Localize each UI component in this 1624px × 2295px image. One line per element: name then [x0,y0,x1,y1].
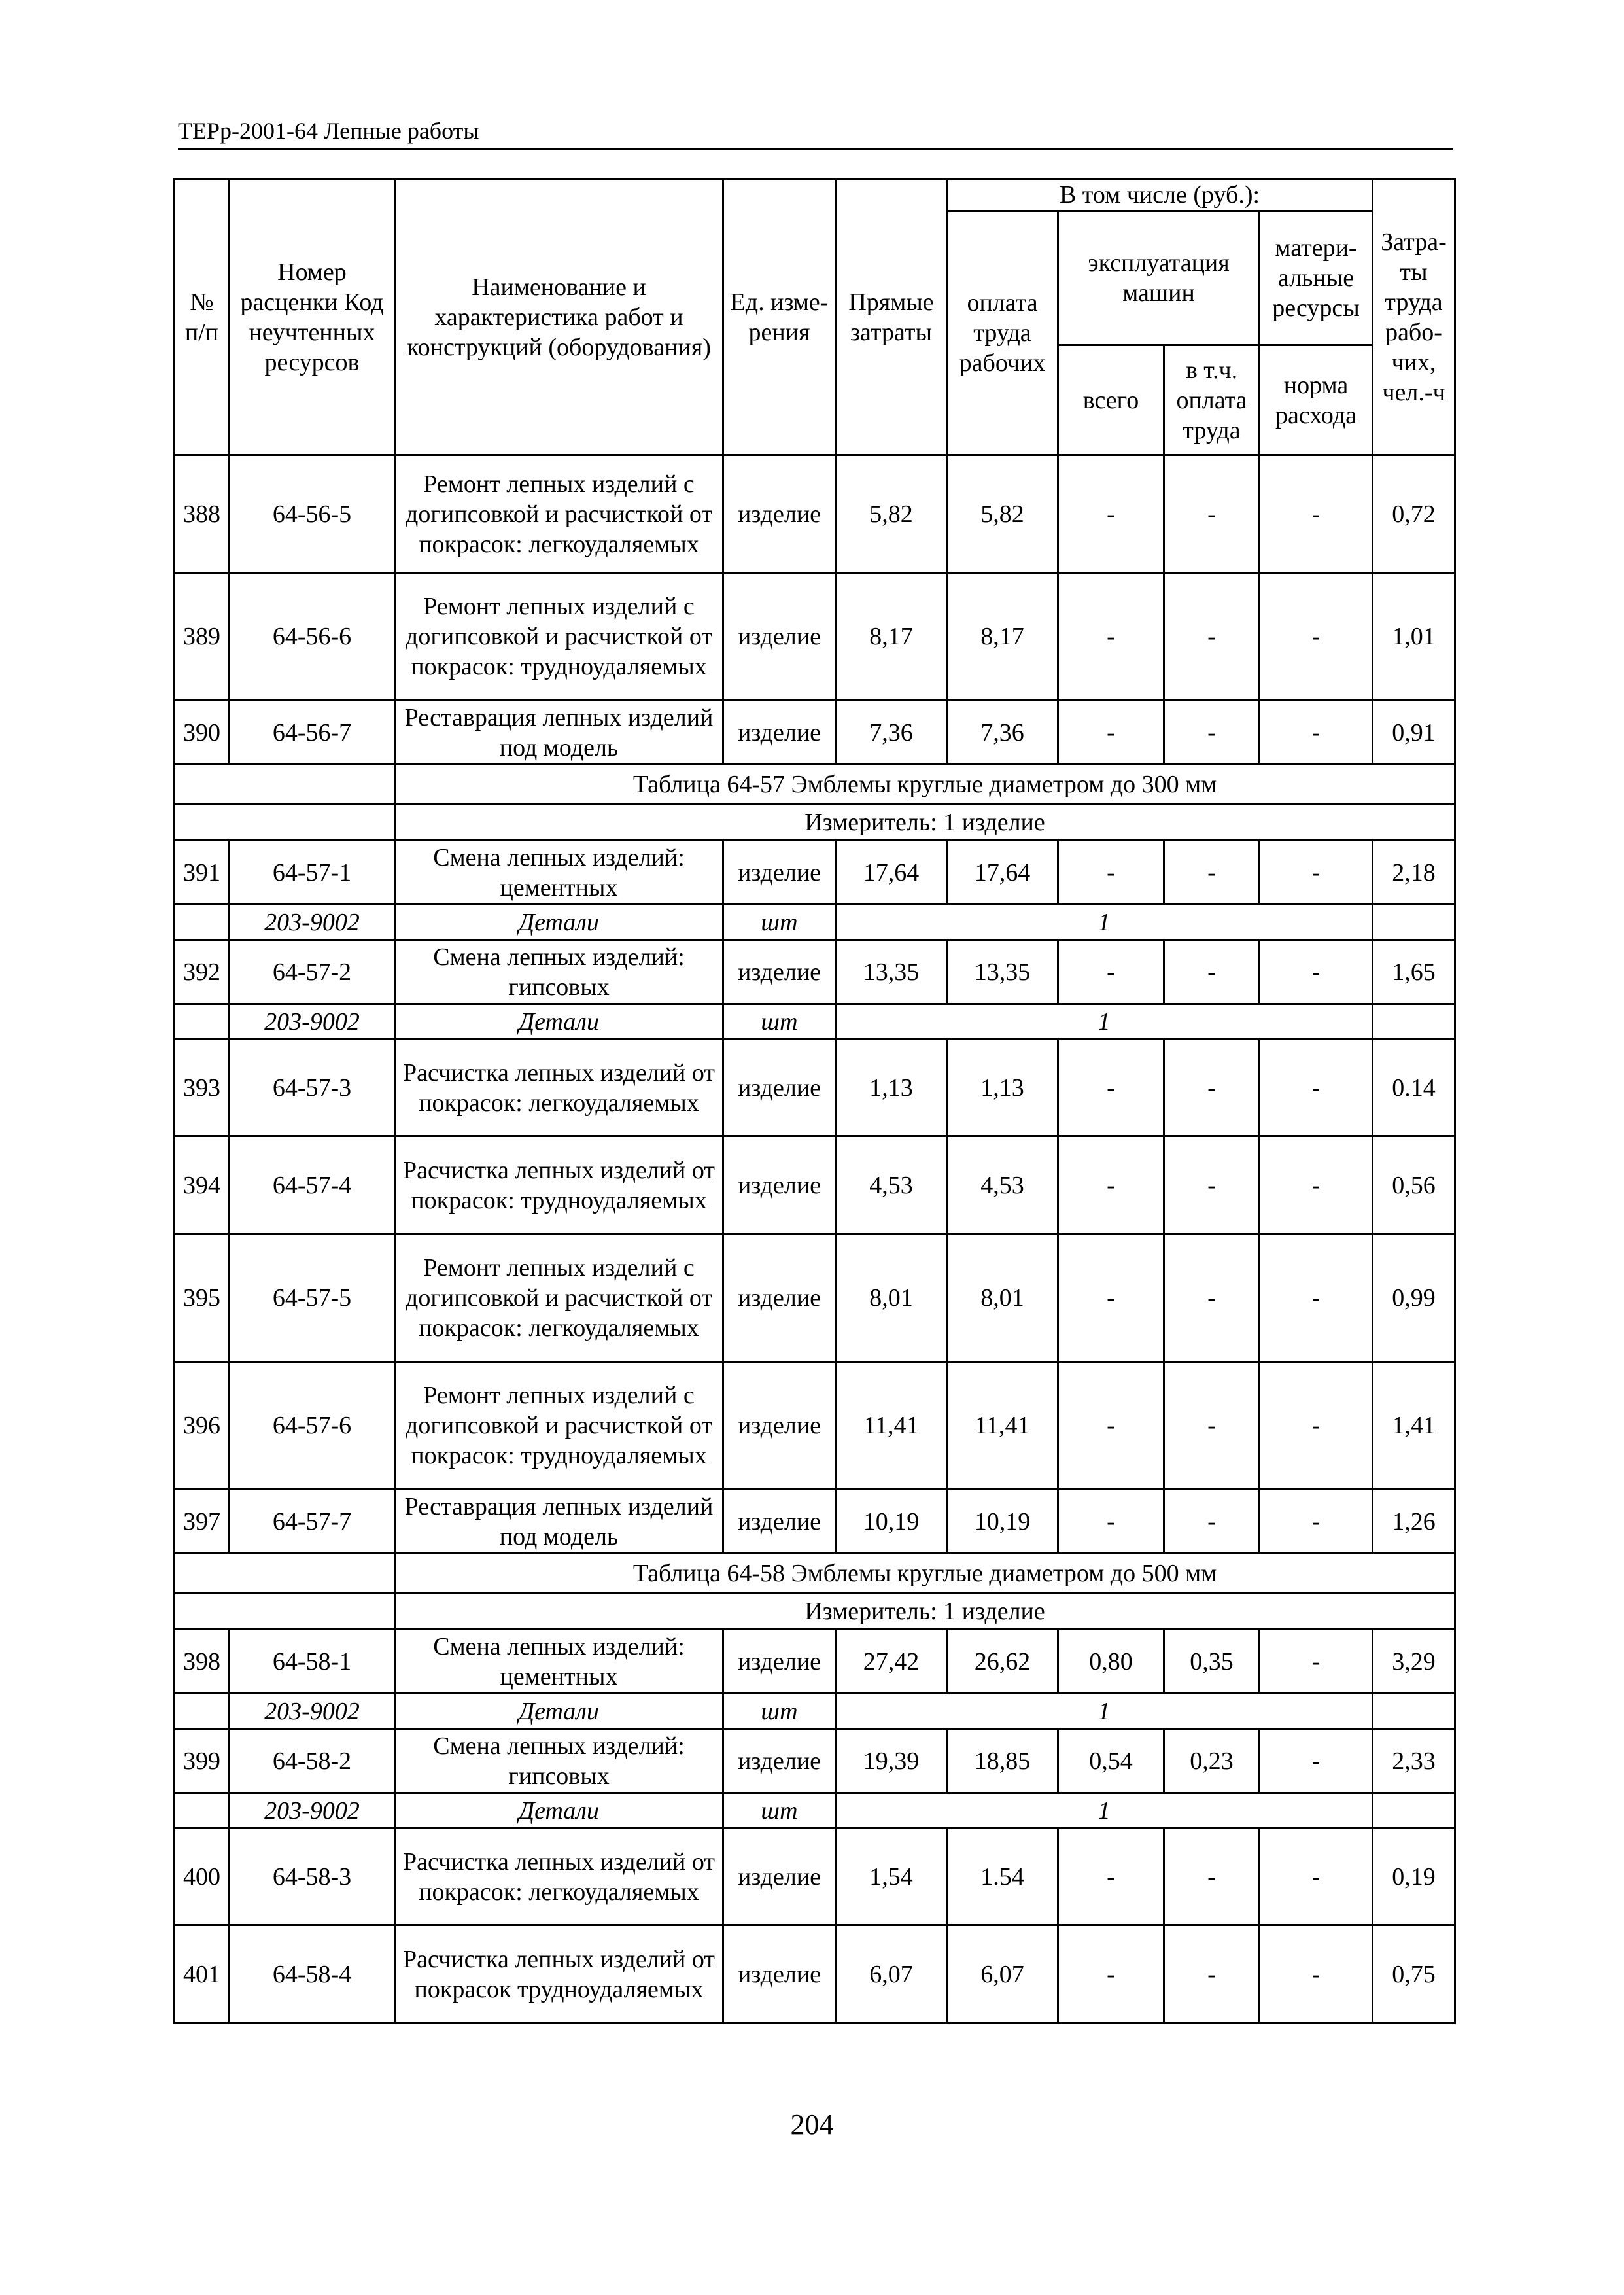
resource-unit: шт [723,905,836,940]
labor-pay: 5,82 [947,455,1058,573]
resource-qty: 1 [836,1004,1373,1040]
machines-total: - [1058,1362,1164,1490]
machines-total: - [1058,940,1164,1004]
unit: изделие [723,1729,836,1793]
col-header-labor-cost: Затра-ты труда рабо-чих, чел.-ч [1373,179,1455,455]
labor-pay: 8,17 [947,573,1058,701]
resource-name: Детали [395,905,723,940]
unit: изделие [723,1235,836,1362]
work-name: Расчистка лепных изделий от покрасок трудноудаляемых [395,1925,723,2023]
materials-norm: - [1260,1136,1373,1235]
col-header-machines-labor: в т.ч. оплата труда [1164,345,1260,455]
unit: изделие [723,1925,836,2023]
direct-costs: 13,35 [836,940,947,1004]
resource-code: 203-9002 [230,1793,395,1829]
materials-norm: - [1260,701,1373,765]
row-number: 395 [175,1235,230,1362]
row-number: 397 [175,1490,230,1554]
unit: изделие [723,1040,836,1136]
machines-labor-pay: - [1164,1040,1260,1136]
unit: изделие [723,1829,836,1925]
rate-code: 64-57-5 [230,1235,395,1362]
table-title: Таблица 64-58 Эмблемы круглые диаметром до 500 мм [395,1554,1455,1593]
row-number: 400 [175,1829,230,1925]
materials-norm: - [1260,1362,1373,1490]
materials-norm: - [1260,1235,1373,1362]
table-row [175,1235,1455,1362]
labor-cost: 0,91 [1373,701,1455,765]
table-row [175,573,1455,701]
table-row [175,1136,1455,1235]
col-header-name: Наименование и характеристика работ и конструкций (оборудования) [395,179,723,455]
direct-costs: 8,01 [836,1235,947,1362]
direct-costs: 19,39 [836,1729,947,1793]
table-title-row [175,1554,1455,1593]
rate-code: 64-56-6 [230,573,395,701]
unit: изделие [723,940,836,1004]
rates-table [173,178,1456,2024]
row-number: 392 [175,940,230,1004]
machines-labor-pay: - [1164,940,1260,1004]
machines-total: - [1058,455,1164,573]
labor-pay: 1,13 [947,1040,1058,1136]
machines-labor-pay: 0,23 [1164,1729,1260,1793]
labor-cost: 0,72 [1373,455,1455,573]
work-name: Реставрация лепных изделий под модель [395,701,723,765]
table-row [175,1829,1455,1925]
table-row [175,1362,1455,1490]
work-name: Смена лепных изделий: цементных [395,1630,723,1694]
machines-total: - [1058,1925,1164,2023]
rate-code: 64-58-4 [230,1925,395,2023]
labor-cost: 1,01 [1373,573,1455,701]
direct-costs: 4,53 [836,1136,947,1235]
rate-code: 64-56-7 [230,701,395,765]
direct-costs: 1,13 [836,1040,947,1136]
labor-cost: 2,18 [1373,841,1455,905]
labor-cost: 1,41 [1373,1362,1455,1490]
unit: изделие [723,1490,836,1554]
labor-cost: 2,33 [1373,1729,1455,1793]
labor-pay: 6,07 [947,1925,1058,2023]
work-name: Смена лепных изделий: гипсовых [395,940,723,1004]
unit: изделие [723,701,836,765]
resource-name: Детали [395,1793,723,1829]
labor-pay: 1.54 [947,1829,1058,1925]
row-number: 394 [175,1136,230,1235]
resource-code: 203-9002 [230,905,395,940]
labor-cost: 0,19 [1373,1829,1455,1925]
resource-row [175,1694,1455,1729]
row-number: 398 [175,1630,230,1694]
direct-costs: 1,54 [836,1829,947,1925]
labor-cost: 0,75 [1373,1925,1455,2023]
row-number: 396 [175,1362,230,1490]
materials-norm: - [1260,1490,1373,1554]
direct-costs: 5,82 [836,455,947,573]
work-name: Ремонт лепных изделий с догипсовкой и расчисткой от покрасок: легкоудаляемых [395,455,723,573]
materials-norm: - [1260,455,1373,573]
table-row [175,1630,1455,1694]
machines-labor-pay: - [1164,1925,1260,2023]
rate-code: 64-57-6 [230,1362,395,1490]
work-name: Расчистка лепных изделий от покрасок: легкоудаляемых [395,1829,723,1925]
labor-pay: 4,53 [947,1136,1058,1235]
col-header-direct: Прямые затраты [836,179,947,455]
machines-total: - [1058,1490,1164,1554]
measure-row [175,804,1455,841]
machines-labor-pay: - [1164,1829,1260,1925]
table-row [175,1729,1455,1793]
empty-cell [1373,905,1455,940]
measure-unit: Измеритель: 1 изделие [395,804,1455,841]
machines-total: 0,80 [1058,1630,1164,1694]
rate-code: 64-57-2 [230,940,395,1004]
labor-pay: 26,62 [947,1630,1058,1694]
labor-pay: 8,01 [947,1235,1058,1362]
labor-pay: 17,64 [947,841,1058,905]
col-header-labor-pay: оплата труда рабочих [947,211,1058,455]
labor-pay: 10,19 [947,1490,1058,1554]
work-name: Смена лепных изделий: цементных [395,841,723,905]
resource-unit: шт [723,1004,836,1040]
direct-costs: 17,64 [836,841,947,905]
resource-qty: 1 [836,905,1373,940]
resource-code: 203-9002 [230,1004,395,1040]
machines-labor-pay: - [1164,841,1260,905]
rate-code: 64-57-3 [230,1040,395,1136]
col-header-materials-norm: норма расхода [1260,345,1373,455]
materials-norm: - [1260,1729,1373,1793]
labor-cost: 1,65 [1373,940,1455,1004]
machines-total: - [1058,573,1164,701]
rate-code: 64-58-2 [230,1729,395,1793]
resource-row [175,905,1455,940]
rate-code: 64-57-1 [230,841,395,905]
direct-costs: 8,17 [836,573,947,701]
row-number: 399 [175,1729,230,1793]
table-row [175,1925,1455,2023]
rate-code: 64-58-1 [230,1630,395,1694]
col-header-no: № п/п [175,179,230,455]
empty-cell [175,804,395,841]
page-header: ТЕРр-2001-64 Лепные работы [178,116,1453,150]
col-header-incl: В том числе (руб.): [947,179,1373,211]
materials-norm: - [1260,1630,1373,1694]
row-number: 388 [175,455,230,573]
empty-cell [175,1554,395,1593]
unit: изделие [723,1362,836,1490]
empty-cell [175,1793,230,1829]
rate-code: 64-57-7 [230,1490,395,1554]
table-row [175,701,1455,765]
col-header-machines-total: всего [1058,345,1164,455]
materials-norm: - [1260,1829,1373,1925]
table-row [175,1040,1455,1136]
machines-labor-pay: - [1164,455,1260,573]
direct-costs: 27,42 [836,1630,947,1694]
empty-cell [175,765,395,804]
col-header-materials: матери-альные ресурсы [1260,211,1373,345]
resource-qty: 1 [836,1793,1373,1829]
row-number: 391 [175,841,230,905]
direct-costs: 6,07 [836,1925,947,2023]
resource-unit: шт [723,1694,836,1729]
labor-pay: 13,35 [947,940,1058,1004]
machines-labor-pay: - [1164,1490,1260,1554]
direct-costs: 11,41 [836,1362,947,1490]
work-name: Ремонт лепных изделий с догипсовкой и расчисткой от покрасок: трудноудаляемых [395,573,723,701]
machines-total: - [1058,1235,1164,1362]
labor-cost: 0.14 [1373,1040,1455,1136]
resource-name: Детали [395,1004,723,1040]
machines-labor-pay: - [1164,573,1260,701]
machines-labor-pay: - [1164,1362,1260,1490]
rate-code: 64-57-4 [230,1136,395,1235]
table-row [175,1490,1455,1554]
labor-cost: 0,99 [1373,1235,1455,1362]
empty-cell [175,1593,395,1630]
machines-total: - [1058,841,1164,905]
labor-pay: 18,85 [947,1729,1058,1793]
materials-norm: - [1260,1925,1373,2023]
row-number: 393 [175,1040,230,1136]
materials-norm: - [1260,841,1373,905]
unit: изделие [723,573,836,701]
unit: изделие [723,1136,836,1235]
labor-cost: 0,56 [1373,1136,1455,1235]
resource-row [175,1004,1455,1040]
resource-qty: 1 [836,1694,1373,1729]
unit: изделие [723,841,836,905]
empty-cell [1373,1694,1455,1729]
row-number: 389 [175,573,230,701]
measure-unit: Измеритель: 1 изделие [395,1593,1455,1630]
machines-total: - [1058,1136,1164,1235]
table-body [175,455,1455,2023]
empty-cell [175,1004,230,1040]
machines-total: - [1058,1829,1164,1925]
empty-cell [1373,1004,1455,1040]
machines-labor-pay: - [1164,1136,1260,1235]
table-title: Таблица 64-57 Эмблемы круглые диаметром до 300 мм [395,765,1455,804]
labor-cost: 3,29 [1373,1630,1455,1694]
machines-labor-pay: - [1164,1235,1260,1362]
unit: изделие [723,1630,836,1694]
machines-labor-pay: 0,35 [1164,1630,1260,1694]
machines-total: - [1058,1040,1164,1136]
table-row [175,455,1455,573]
work-name: Реставрация лепных изделий под модель [395,1490,723,1554]
empty-cell [1373,1793,1455,1829]
empty-cell [175,905,230,940]
col-header-unit: Ед. изме-рения [723,179,836,455]
machines-labor-pay: - [1164,701,1260,765]
materials-norm: - [1260,573,1373,701]
measure-row [175,1593,1455,1630]
work-name: Смена лепных изделий: гипсовых [395,1729,723,1793]
labor-cost: 1,26 [1373,1490,1455,1554]
table-header [175,179,1455,455]
direct-costs: 10,19 [836,1490,947,1554]
resource-code: 203-9002 [230,1694,395,1729]
work-name: Ремонт лепных изделий с догипсовкой и расчисткой от покрасок: легкоудаляемых [395,1235,723,1362]
resource-unit: шт [723,1793,836,1829]
rate-code: 64-56-5 [230,455,395,573]
rate-code: 64-58-3 [230,1829,395,1925]
materials-norm: - [1260,1040,1373,1136]
work-name: Расчистка лепных изделий от покрасок: легкоудаляемых [395,1040,723,1136]
direct-costs: 7,36 [836,701,947,765]
empty-cell [175,1694,230,1729]
labor-pay: 7,36 [947,701,1058,765]
machines-total: 0,54 [1058,1729,1164,1793]
col-header-machines: эксплуатация машин [1058,211,1260,345]
resource-name: Детали [395,1694,723,1729]
machines-total: - [1058,701,1164,765]
labor-pay: 11,41 [947,1362,1058,1490]
table-title-row [175,765,1455,804]
work-name: Расчистка лепных изделий от покрасок: трудноудаляемых [395,1136,723,1235]
table-row [175,940,1455,1004]
table-row [175,841,1455,905]
row-number: 401 [175,1925,230,2023]
resource-row [175,1793,1455,1829]
work-name: Ремонт лепных изделий с догипсовкой и расчисткой от покрасок: трудноудаляемых [395,1362,723,1490]
row-number: 390 [175,701,230,765]
col-header-code: Номер расценки Код неучтенных ресурсов [230,179,395,455]
page-number: 204 [790,2109,834,2141]
unit: изделие [723,455,836,573]
materials-norm: - [1260,940,1373,1004]
